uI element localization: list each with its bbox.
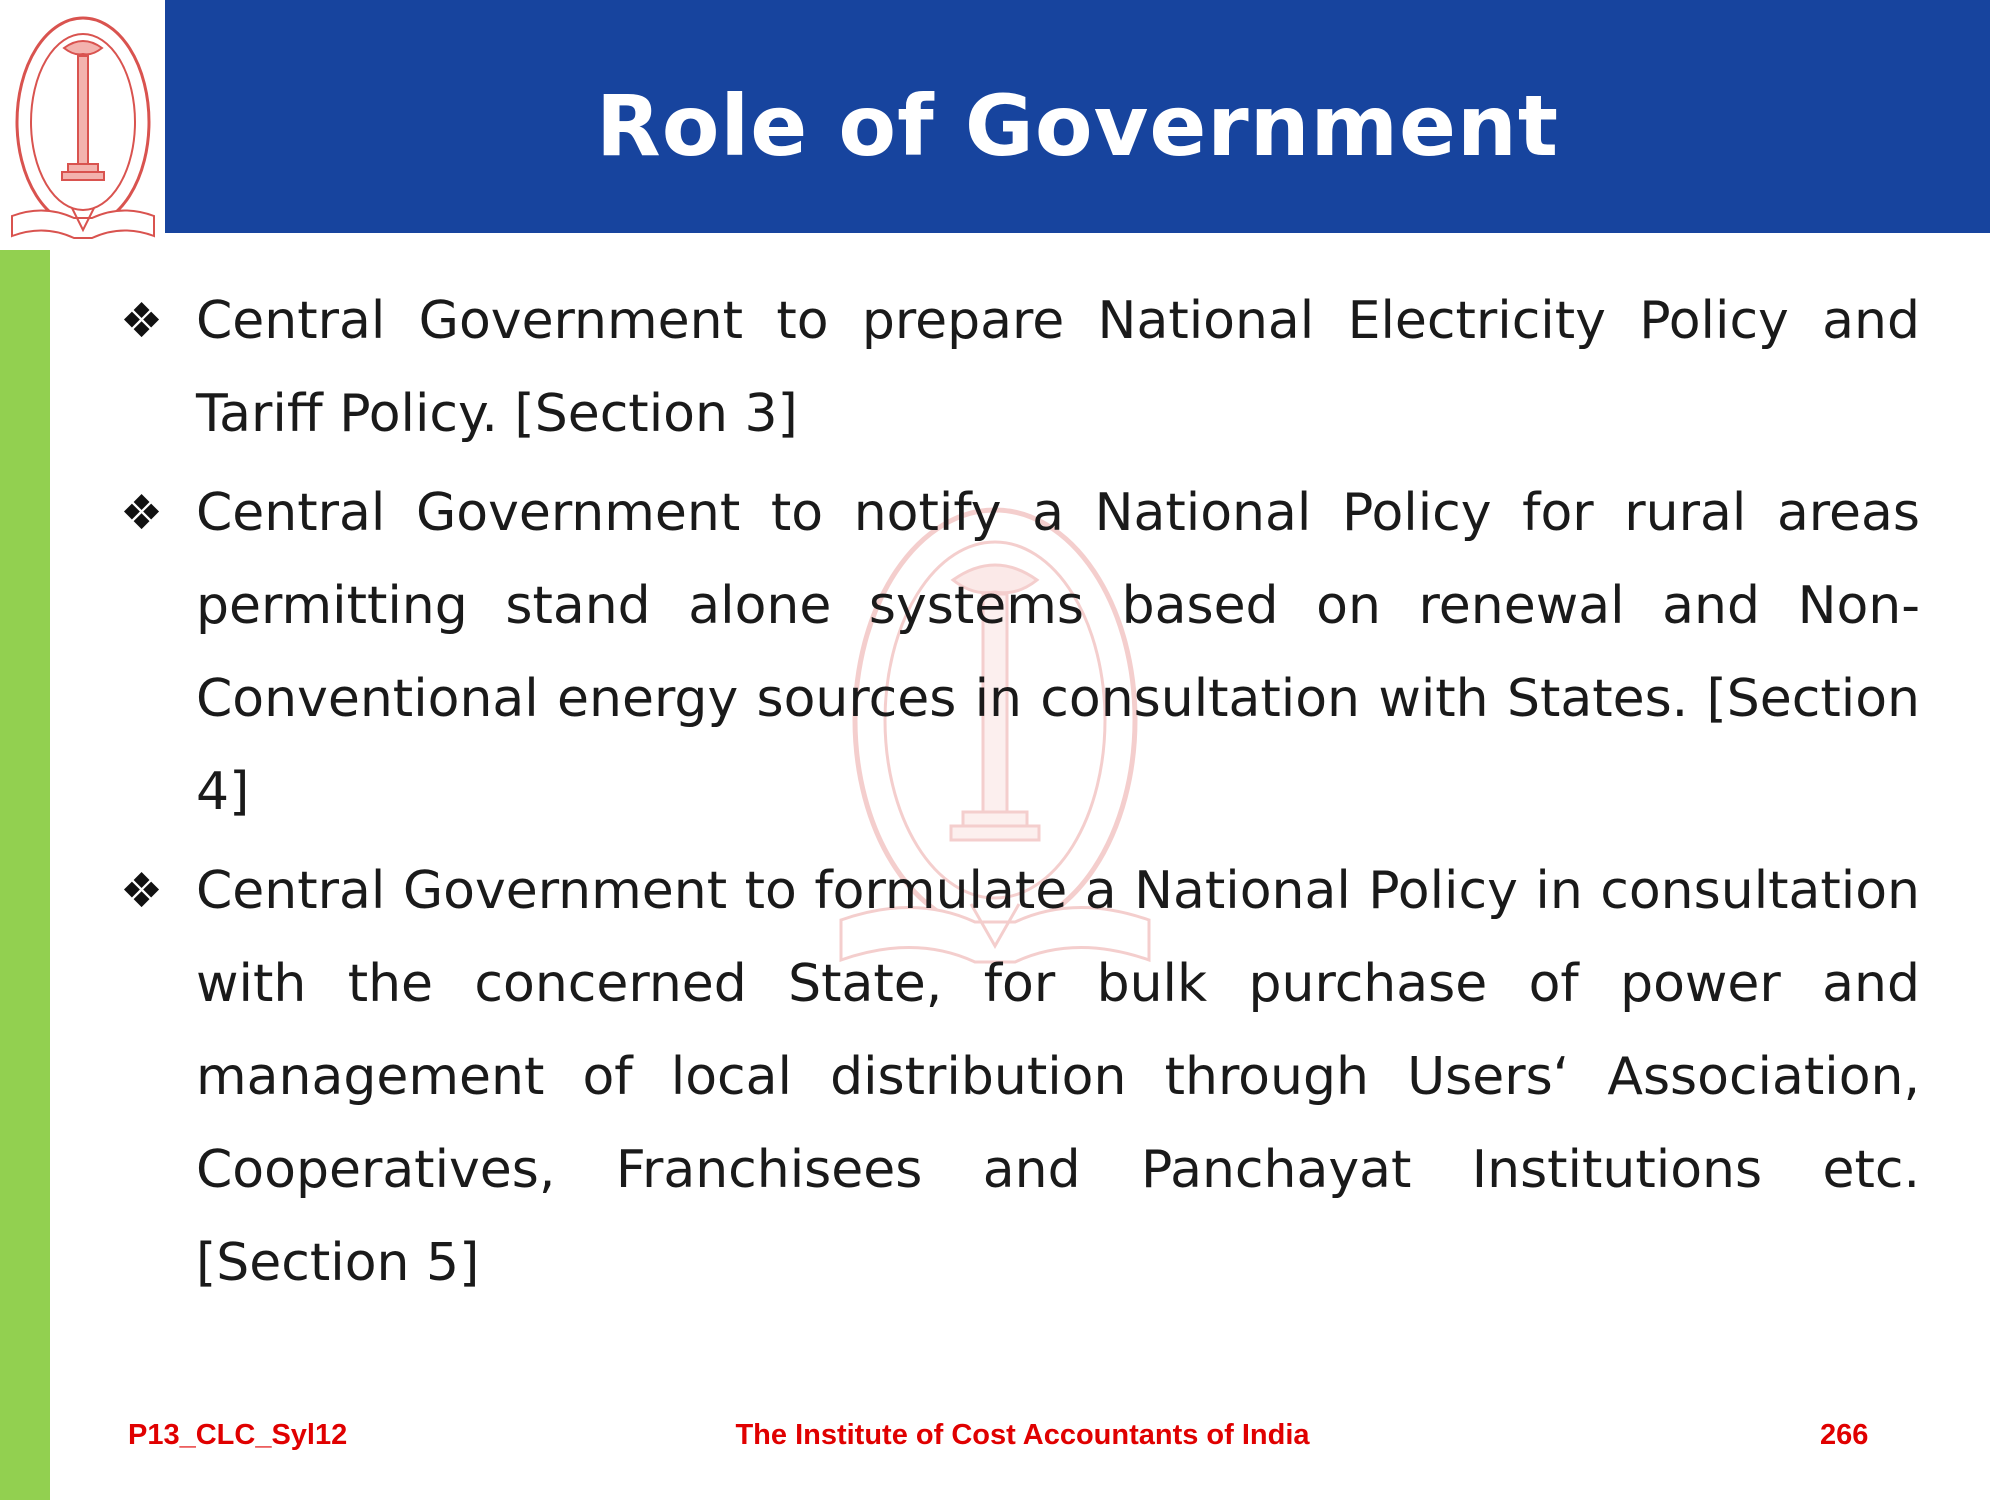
bullet-text: Central Government to prepare National Electricity Policy and Tariff Policy. [Section 3] bbox=[196, 291, 1920, 444]
institute-logo-icon bbox=[4, 4, 162, 244]
bullet-text: Central Government to notify a National Policy for rural areas permitting stand alone systems based on renewal and Non-Conventional energy sources in consultation with States. [Section 4] bbox=[196, 483, 1920, 822]
bullet-text: Central Government to formulate a National Policy in consultation with the concerned State, for bulk purchase of power and management of local distribution through Users‘ Association, Cooperatives, Franchisees and Panchayat Institutions etc. [Section 5] bbox=[196, 861, 1920, 1293]
bullet-list bbox=[120, 275, 1920, 1316]
diamond-bullet-icon: ❖ bbox=[120, 485, 164, 541]
page-number: 266 bbox=[1820, 1419, 1869, 1451]
list-item bbox=[120, 275, 1920, 461]
list-item bbox=[120, 467, 1920, 839]
page-title: Role of Government bbox=[596, 77, 1559, 175]
side-accent-bar bbox=[0, 250, 50, 1500]
footer-institute: The Institute of Cost Accountants of India bbox=[735, 1419, 1310, 1451]
diamond-bullet-icon: ❖ bbox=[120, 293, 164, 349]
diamond-bullet-icon: ❖ bbox=[120, 863, 164, 919]
title-banner bbox=[165, 0, 1990, 233]
footer-code: P13_CLC_Syl12 bbox=[128, 1419, 348, 1451]
list-item bbox=[120, 845, 1920, 1310]
